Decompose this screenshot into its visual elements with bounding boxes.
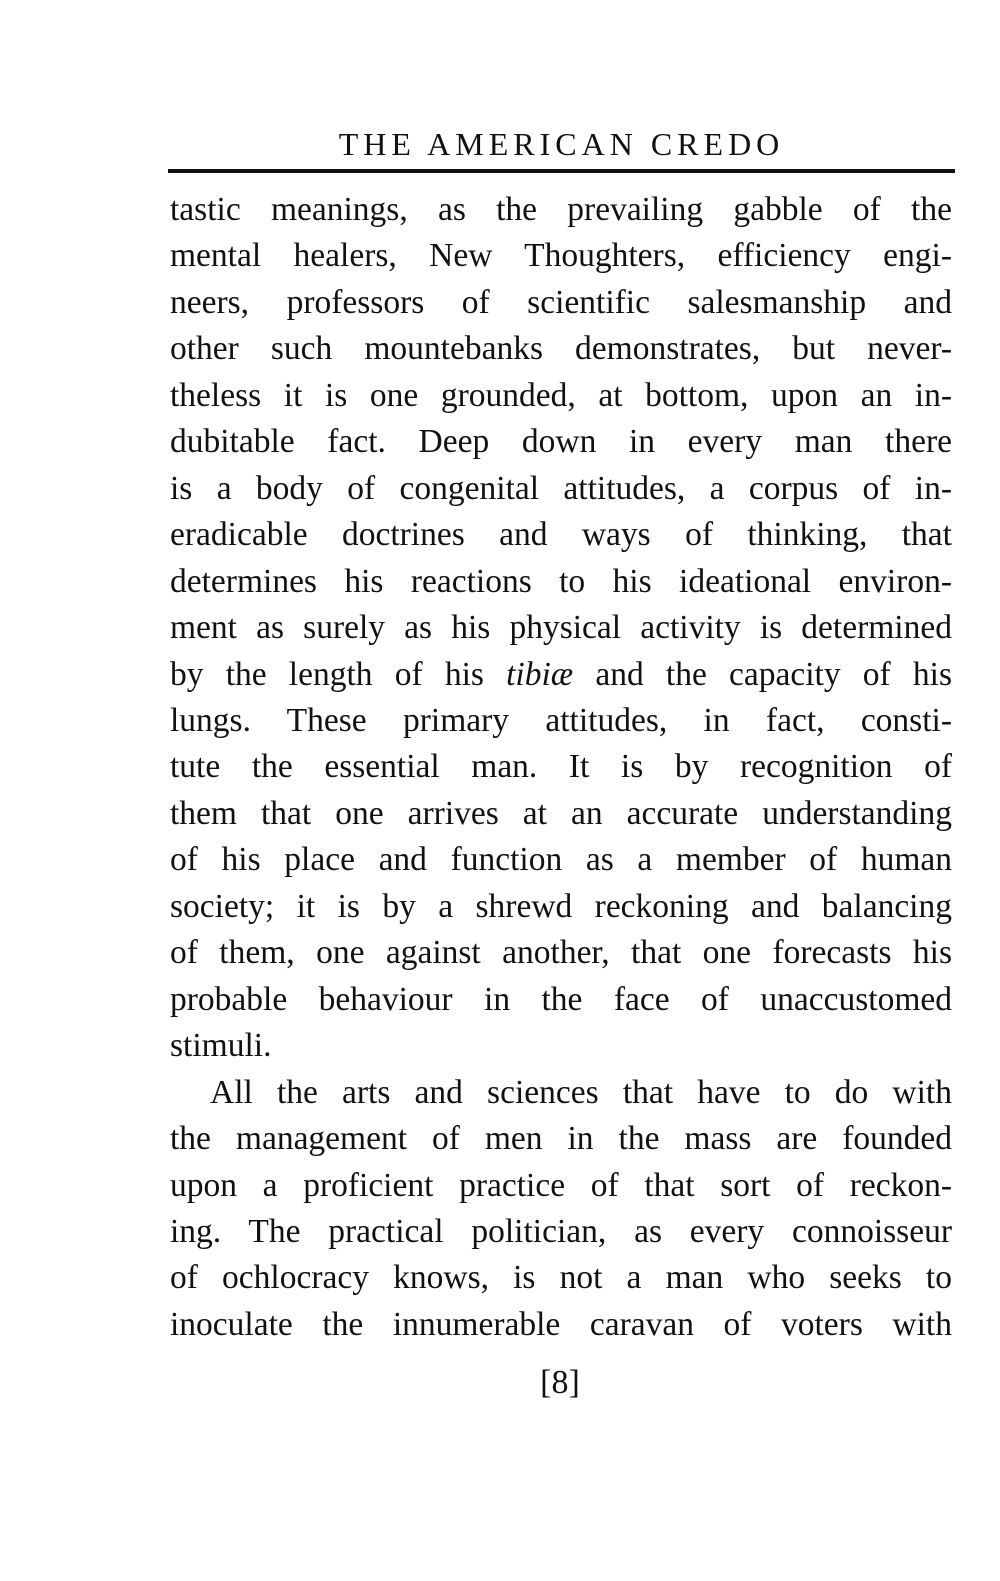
running-title: THE AMERICAN CREDO [338,126,785,162]
text-line: lungs. These primary attitudes, in fact, consti- [170,701,952,739]
text-line: determines his reactions to his ideational environ- [170,562,952,600]
text-line: them that one arrives at an accurate understanding [170,794,952,832]
text-line: All the arts and sciences that have to do with [210,1073,952,1111]
text-line: is a body of congenital attitudes, a corpus of in- [170,469,952,507]
text-line: the management of men in the mass are founded [170,1120,952,1158]
text-line: eradicable doctrines and ways of thinking, that [170,516,952,554]
text-line: of his place and function as a member of human [170,841,952,879]
page-number: [8] [540,1364,580,1401]
text-line: of them, one against another, that one forecasts his [170,934,952,972]
text-line: dubitable fact. Deep down in every man there [170,423,952,461]
text-line: of ochlocracy knows, is not a man who seeks to [170,1259,952,1297]
text-line: mental healers, New Thoughters, efficiency engi- [170,237,952,275]
italic-word: tibiæ [506,655,574,693]
text-line: tastic meanings, as the prevailing gabble of the [170,191,952,228]
text-line: ing. The practical politician, as every connoisseur [170,1212,952,1250]
text-line: neers, professors of scientific salesmanship and [170,283,952,321]
text-line: inoculate the innumerable caravan of voters with [170,1305,952,1343]
text-line: other such mountebanks demonstrates, but never- [170,330,952,368]
text-line: theless it is one grounded, at bottom, upon an in- [170,376,952,414]
text-line: tute the essential man. It is by recognition of [170,748,952,786]
text-line [170,652,952,698]
text-line: stimuli. [170,1027,272,1065]
body-text [170,187,952,1348]
text-segment: and the capacity of his [573,655,952,693]
text-line: society; it is by a shrewd reckoning and balancing [170,887,952,925]
text-line: upon a proficient practice of that sort of reckon- [170,1166,952,1204]
header-rule [168,169,955,173]
text-line: ment as surely as his physical activity is determined [170,609,952,647]
text-line: probable behaviour in the face of unaccustomed [170,980,952,1018]
text-segment: by the length of his [170,655,507,693]
